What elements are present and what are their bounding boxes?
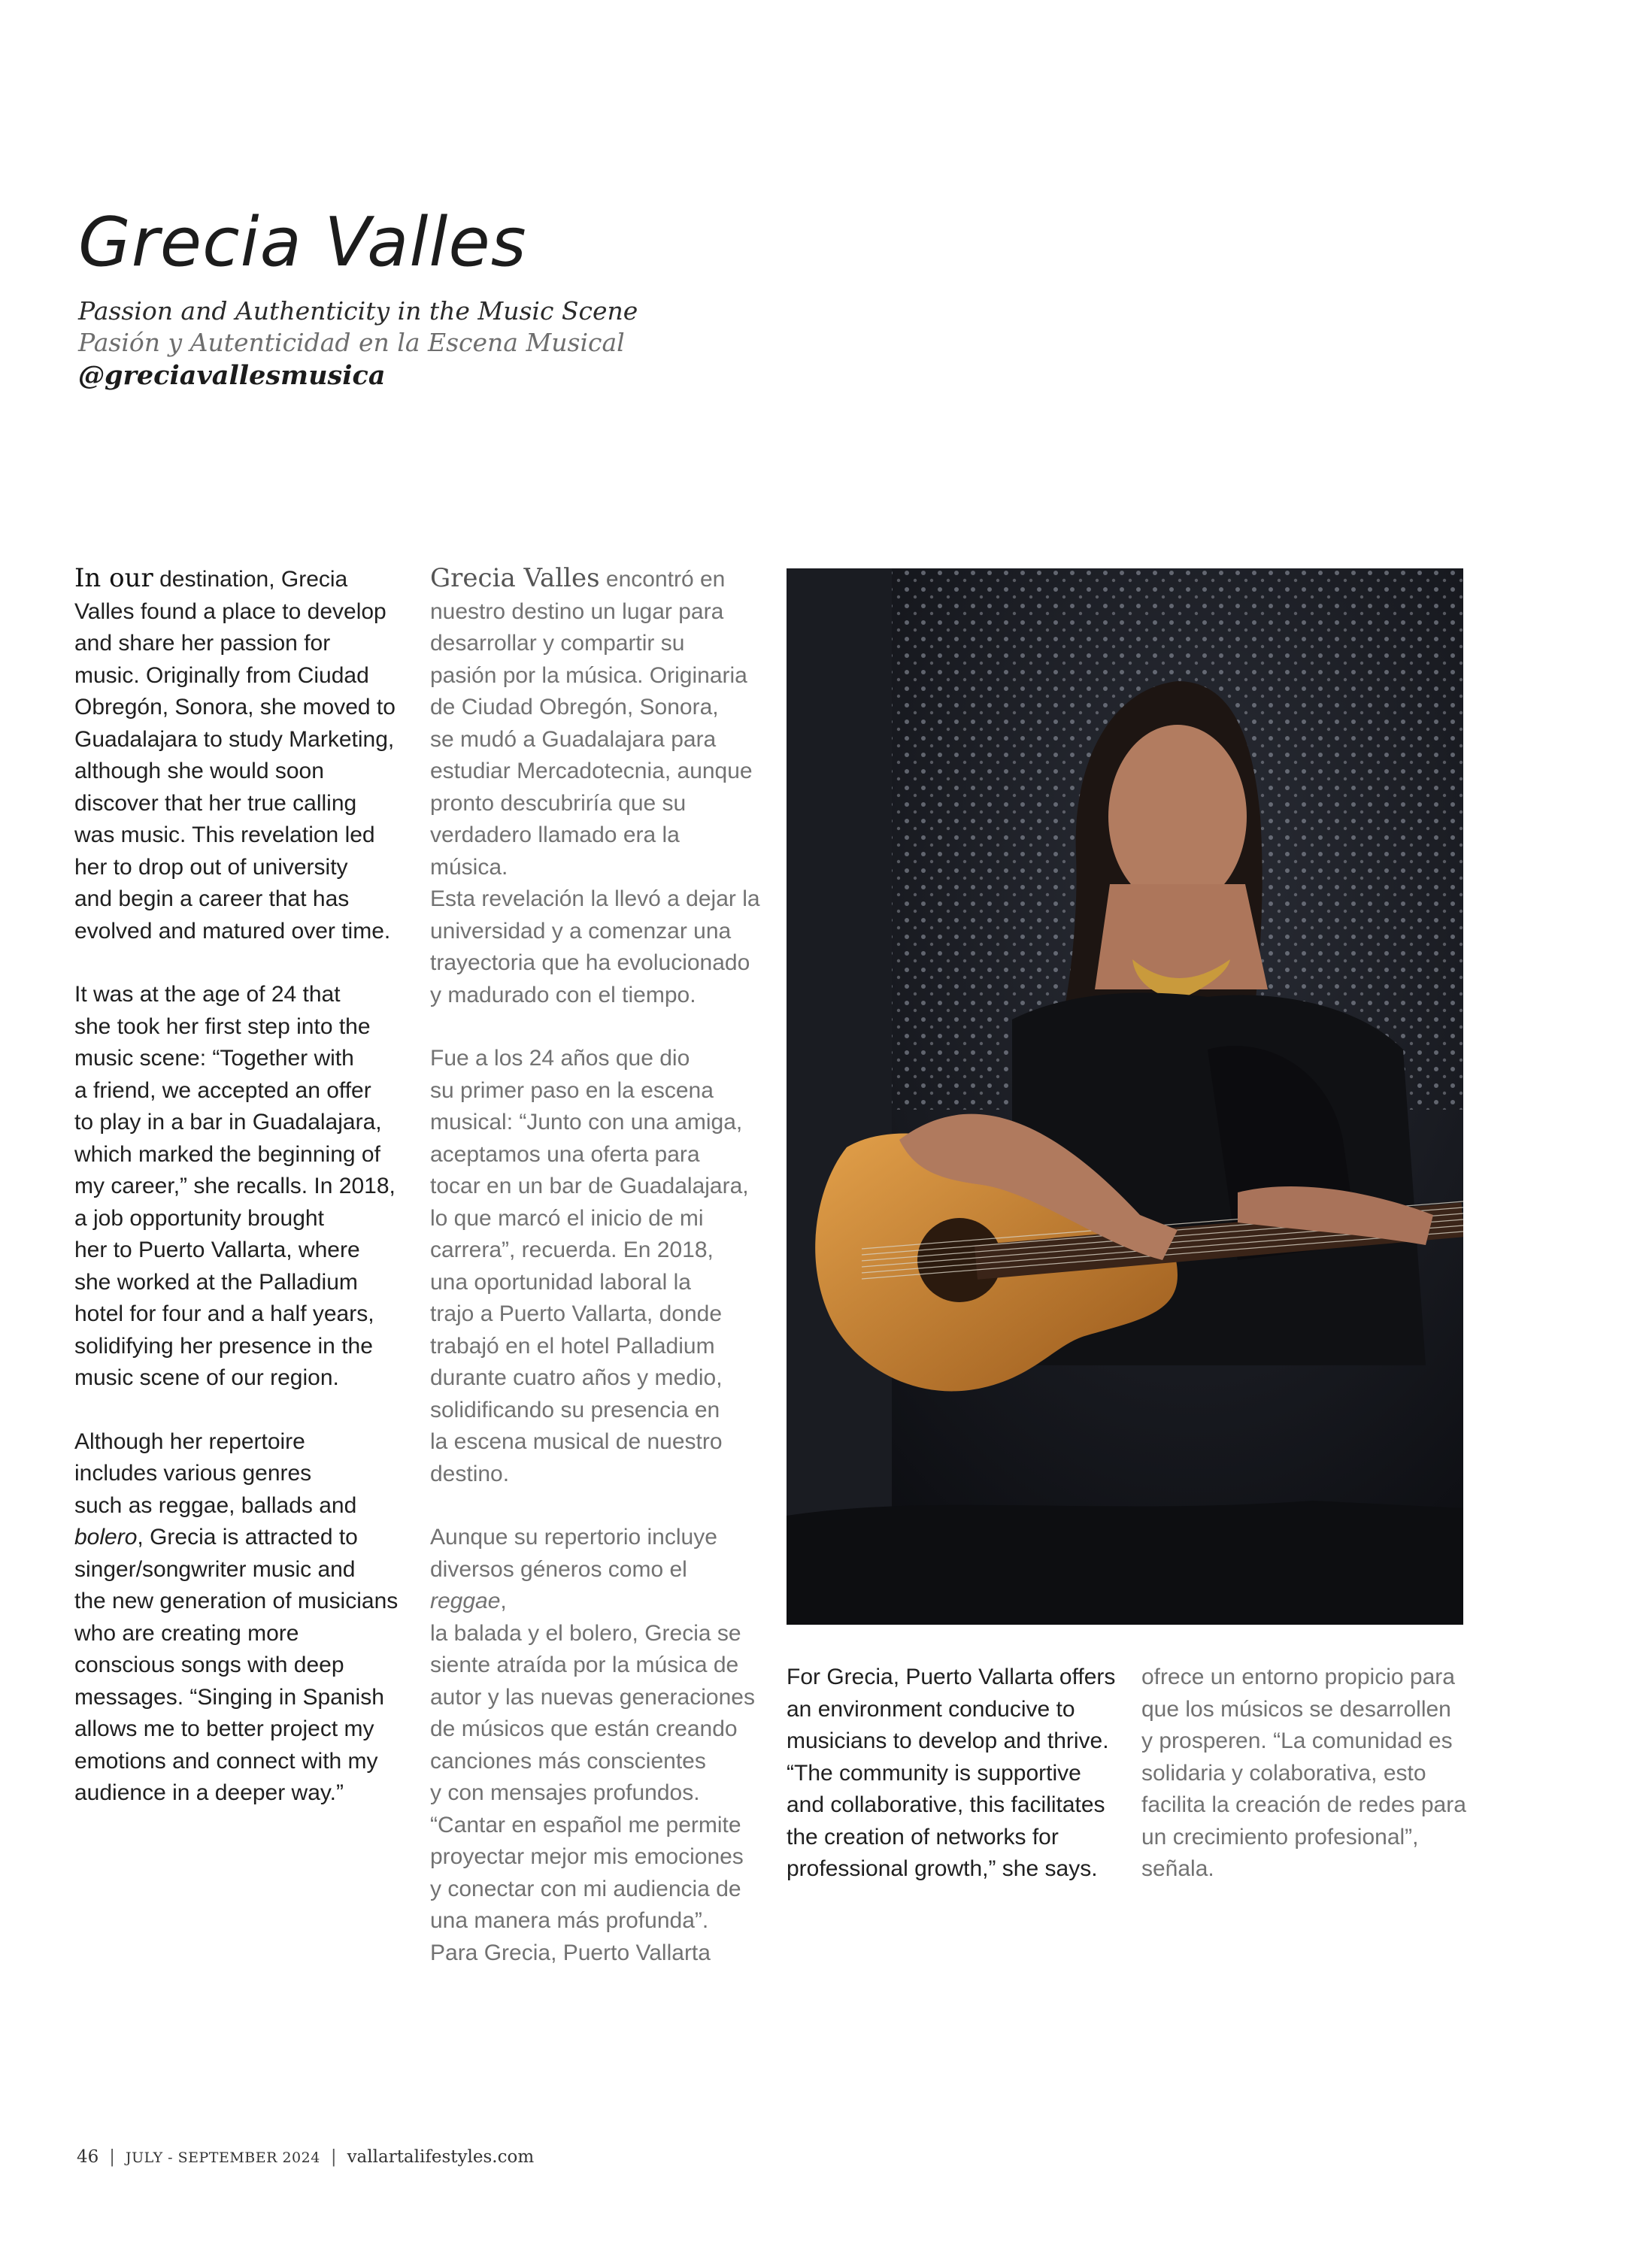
social-handle: @greciavallesmusica [78,360,386,391]
english-paragraph-3: Although her repertoire includes various genres such as reggae, ballads and bolero, Grecia is attracted to singer/songwriter music and the new generation of musicians who are creating more conscious songs with deep messages. “Singing in Spanish allows me to better project my emotions and connect with my audience in a deeper way.” [74,1428,399,1805]
spanish-paragraph-1: Grecia Valles encontró en nuestro destino un lugar para desarrollar y compartir su pasión por la música. Originaria de Ciudad Obregón, Sonora, se mudó a Guadalajara para estudiar Mercadotecnia, aunque pronto descubriría que su verdadero llamado era la música. Esta revelación la llevó a dejar la universidad y a comenzar una trayectoria que ha evolucionado y madurado con el tiempo. [430,563,760,1007]
musician-portrait-photo [787,568,1463,1625]
footer-separator: | [330,2147,337,2167]
spanish-column [430,562,761,2001]
english-paragraph-1: In our destination, Grecia Valles found a place to develop and share her passion for music. Originally from Ciudad Obregón, Sonora, she moved to Guadalajara to study Marketing, although she would soon discover that her true calling was music. This revelation led her to drop out of university and begin a career that has evolved and matured over time. [74,563,396,944]
website-link[interactable]: vallartalifestyles.com [347,2147,535,2167]
footer-separator: | [109,2147,116,2167]
spanish-column-continued [1141,1662,1487,1917]
article-title: Grecia Valles [78,203,527,282]
english-column [74,562,405,1841]
spanish-paragraph-3: Aunque su repertorio incluye diversos géneros como el reggae, la balada y el bolero, Grecia se siente atraída por la música de autor y las nuevas generaciones de músicos que están creando canciones más conscientes y con mensajes profundos. “Cantar en español me permite proyectar mejor mis emociones y conectar con mi audiencia de una manera más profunda”. Para Grecia, Puerto Vallarta [430,1525,755,1965]
english-lead-in: In our [74,563,153,593]
issue-date: JULY - SEPTEMBER 2024 [126,2149,320,2166]
spanish-paragraph-2: Fue a los 24 años que dio su primer paso en la escena musical: “Junto con una amiga, aceptamos una oferta para tocar en un bar de Guadalajara, lo que marcó el inicio de mi carrera”, recuerda. En 2018, una oportunidad laboral la trajo a Puerto Vallarta, donde trabajó en el hotel Palladium durante cuatro años y medio, solidificando su presencia en la escena musical de nuestro destino. [430,1046,749,1486]
subtitle-spanish: Pasión y Autenticidad en la Escena Musical [78,328,625,357]
spanish-lead-in: Grecia Valles [430,563,600,593]
page-footer [77,2147,534,2167]
english-column-continued [787,1662,1117,1917]
english-paragraph-4: For Grecia, Puerto Vallarta offers an environment conducive to musicians to develop and thrive. “The community is supportive and collaborative, this facilitates the creation of networks for professional growth,” she says. [787,1665,1116,1881]
english-paragraph-2: It was at the age of 24 that she took her first step into the music scene: “Together with a friend, we accepted an offer to play in a bar in Guadalajara, which marked the beginning of my career,” she recalls. In 2018, a job opportunity brought her to Puerto Vallarta, where she worked at the Palladium hotel for four and a half years, solidifying her presence in the music scene of our region. [74,982,396,1390]
subtitle-english: Passion and Authenticity in the Music Scene [78,296,638,326]
spanish-paragraph-4: ofrece un entorno propicio para que los músicos se desarrollen y prosperen. “La comunidad es solidaria y colaborativa, esto facilita la creación de redes para un crecimiento profesional”, señala. [1141,1665,1466,1881]
page-number: 46 [77,2147,99,2167]
